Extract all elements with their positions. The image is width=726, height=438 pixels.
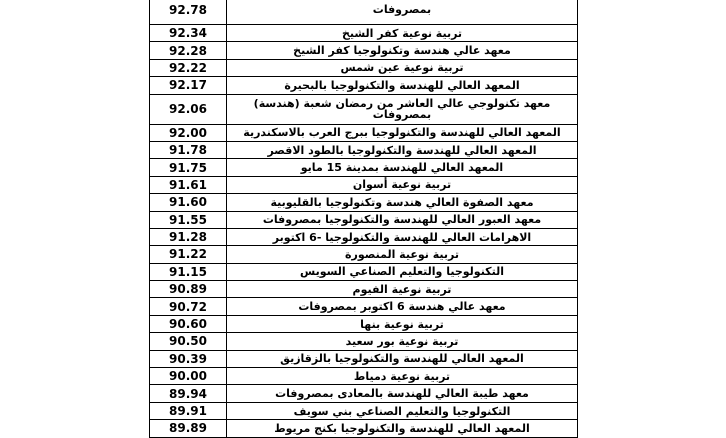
score-cell: 90.39 [150, 350, 227, 367]
score-cell: 91.15 [150, 263, 227, 280]
table-row [150, 420, 578, 437]
table-row [150, 124, 578, 141]
institute-name-cell: الاهرامات العالي للهندسة والتكنولوجيا -6 اكتوبر [227, 228, 578, 245]
institute-name-cell: تربية نوعية عين شمس [227, 59, 578, 76]
results-table [149, 0, 578, 438]
institute-name-cell: معهد طيبة العالي للهندسة بالمعادى بمصروفات [227, 385, 578, 402]
table-row [150, 385, 578, 402]
table-row [150, 368, 578, 385]
score-cell: 89.89 [150, 420, 227, 437]
table-row [150, 0, 578, 25]
score-cell: 92.34 [150, 25, 227, 42]
score-cell: 91.28 [150, 228, 227, 245]
institute-name-cell: تربية نوعية دمياط [227, 368, 578, 385]
institute-name-cell: التكنولوجيا والتعليم الصناعي السويس [227, 263, 578, 280]
table-row [150, 402, 578, 419]
score-cell: 91.75 [150, 159, 227, 176]
score-cell: 91.22 [150, 246, 227, 263]
institute-name-cell: تربية نوعية أسوان [227, 176, 578, 193]
results-table-body [150, 0, 578, 437]
table-row [150, 333, 578, 350]
score-cell: 91.61 [150, 176, 227, 193]
institute-name-cell: المعهد العالي للهندسة بمدينة 15 مايو [227, 159, 578, 176]
score-cell: 90.00 [150, 368, 227, 385]
table-row [150, 246, 578, 263]
table-row [150, 211, 578, 228]
institute-name-cell: تربية نوعية كفر الشيخ [227, 25, 578, 42]
institute-name-cell: معهد عالي هندسة 6 اكتوبر بمصروفات [227, 298, 578, 315]
score-cell: 92.22 [150, 59, 227, 76]
table-row [150, 42, 578, 59]
table-row [150, 59, 578, 76]
score-cell: 92.78 [150, 0, 227, 25]
institute-name-cell: معهد الصفوة العالي هندسة وتكنولوجيا بالقليوبية [227, 194, 578, 211]
institute-name-cell: بمصروفات [227, 0, 578, 25]
table-row [150, 350, 578, 367]
table-row [150, 94, 578, 124]
score-cell: 89.91 [150, 402, 227, 419]
score-cell: 91.55 [150, 211, 227, 228]
institute-name-cell: تربية نوعية بنها [227, 315, 578, 332]
table-row [150, 141, 578, 158]
table-row [150, 194, 578, 211]
institute-name-cell: تربية نوعية بور سعيد [227, 333, 578, 350]
table-row [150, 77, 578, 94]
score-cell: 90.89 [150, 281, 227, 298]
score-cell: 89.94 [150, 385, 227, 402]
score-cell: 92.28 [150, 42, 227, 59]
score-cell: 90.72 [150, 298, 227, 315]
institute-name-cell: معهد العبور العالي للهندسة والتكنولوجيا بمصروفات [227, 211, 578, 228]
table-row [150, 315, 578, 332]
institute-name-cell: المعهد العالي للهندسة والتكنولوجيا بكنج مريوط [227, 420, 578, 437]
score-cell: 92.00 [150, 124, 227, 141]
institute-name-cell: معهد تكنولوجي عالي العاشر من رمضان شعبة (هندسة) بمصروفات [227, 94, 578, 124]
score-cell: 90.60 [150, 315, 227, 332]
institute-name-cell: المعهد العالي للهندسة والتكنولوجيا بالطود الاقصر [227, 141, 578, 158]
table-row [150, 263, 578, 280]
table-row [150, 228, 578, 245]
institute-name-cell: تربية نوعية المنصورة [227, 246, 578, 263]
score-cell: 92.17 [150, 77, 227, 94]
score-cell: 91.60 [150, 194, 227, 211]
institute-name-cell: معهد عالي هندسة وتكنولوجيا كفر الشيخ [227, 42, 578, 59]
institute-name-cell: المعهد العالي للهندسة والتكنولوجيا ببرج العرب بالاسكندرية [227, 124, 578, 141]
score-cell: 90.50 [150, 333, 227, 350]
score-cell: 91.78 [150, 141, 227, 158]
table-row [150, 176, 578, 193]
table-row [150, 25, 578, 42]
score-cell: 92.06 [150, 94, 227, 124]
table-row [150, 281, 578, 298]
institute-name-cell: المعهد العالي للهندسة والتكنولوجيا بالبحيرة [227, 77, 578, 94]
institute-name-cell: تربية نوعية الفيوم [227, 281, 578, 298]
institute-name-cell: التكنولوجيا والتعليم الصناعي بني سويف [227, 402, 578, 419]
institute-name-cell: المعهد العالي للهندسة والتكنولوجيا بالزقازيق [227, 350, 578, 367]
table-row [150, 159, 578, 176]
table-row [150, 298, 578, 315]
